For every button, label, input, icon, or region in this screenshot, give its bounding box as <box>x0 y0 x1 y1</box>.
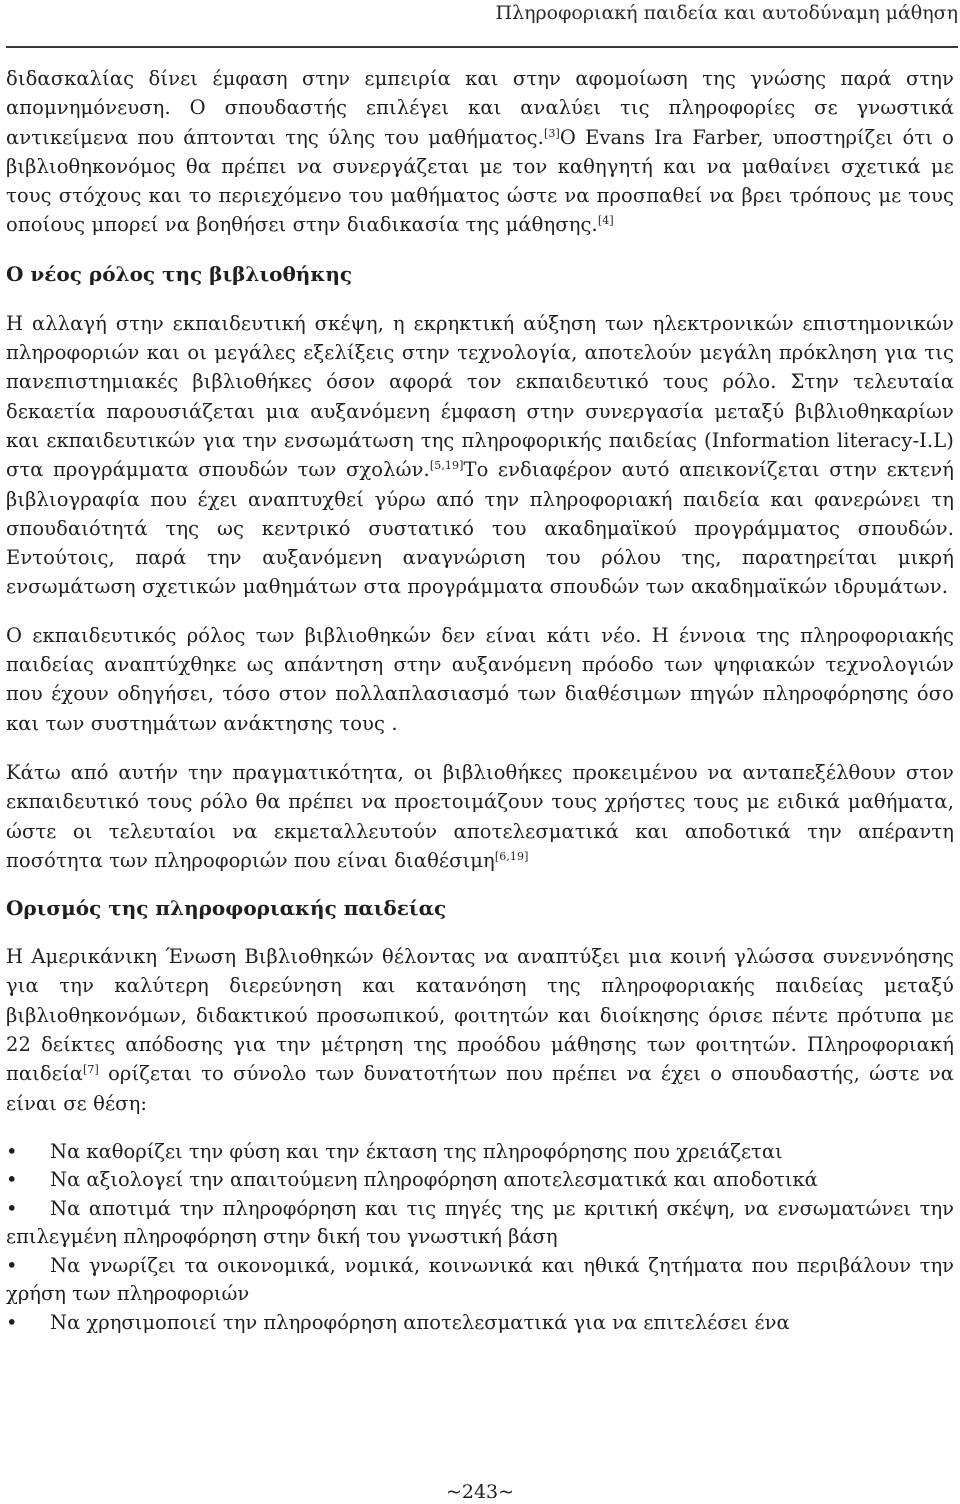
list-item <box>6 1195 954 1252</box>
header-rule <box>6 46 958 48</box>
list-item-text: Να καθορίζει την φύση και την έκταση της πληροφόρησης που χρειάζεται <box>50 1139 783 1163</box>
list-item-text: Να αποτιμά την πληροφόρηση και τις πηγές της με κριτική σκέψη, να ενσωματώνει την επιλεγμένη πληροφόρηση στην δική του γνωστική βάση <box>6 1196 954 1249</box>
paragraph-text: Το ενδιαφέρον αυτό απεικονίζεται στην εκτενή βιβλιογραφία που έχει αναπτυχθεί γύρω από την πληροφοριακή παιδεία και φανερώνει τη σπουδαιότητά της ως κεντρικό συστατικό του ακαδημαϊκού προγράμματος σπουδών. Εντούτοις, παρά την αυξανόμενη αναγνώριση του ρόλου της, παρατηρείται μικρή ενσωμάτωση σχετικών μαθημάτων στα προγράμματα σπουδών των ακαδημαϊκών ιδρυμάτων. <box>6 458 954 599</box>
paragraph-ala-standards <box>6 942 954 1118</box>
section-heading-definition: Ορισμός της πληροφοριακής παιδείας <box>6 896 447 921</box>
paragraph-educational-role: Ο εκπαιδευτικός ρόλος των βιβλιοθηκών δεν είναι κάτι νέο. Η έννοια της πληροφοριακής παιδείας αναπτύχθηκε ως απάντηση στην αυξανόμενη πρόοδο των ψηφιακών τεχνολογιών που έχουν οδηγήσει, τόσο στον πολλαπλασιασμό των διαθέσιμων πηγών πληροφόρησης όσο και των συστημάτων ανάκτησης τους . <box>6 623 954 735</box>
citation-ref: [7] <box>83 1063 99 1077</box>
citation-ref: [5,19] <box>429 459 464 473</box>
paragraph-text: Ο Evans Ira Farber, υποστηρίζει ότι ο βιβλιοθηκονόμος θα πρέπει να συνεργάζεται με τον καθηγητή και να μαθαίνει σχετικά με τους στόχους και το περιεχόμενο του μαθήματος ώστε να προσπαθεί να βρει τρόπους με τους οποίους μπορεί να βοηθήσει στην διαδικασία της μάθησης. <box>6 125 955 237</box>
bullet-icon: • <box>6 1196 18 1220</box>
paragraph-text: Κάτω από αυτήν την πραγματικότητα, οι βιβλιοθήκες προκειμένου να ανταπεξέλθουν στον εκπαιδευτικό τους ρόλο θα πρέπει να προετοιμάζουν τους χρήστες τους με ειδικά μαθήματα, ώστε οι τελευταίοι να εκμεταλλευτούν αποτελεσματικά και αποδοτικά την απέραντη ποσότητα των πληροφοριών που είναι διαθέσιμη <box>6 760 954 872</box>
page-body <box>6 64 954 1337</box>
section-heading-new-role: Ο νέος ρόλος της βιβλιοθήκης <box>6 261 353 286</box>
citation-ref: [6,19] <box>494 849 529 863</box>
competency-list <box>6 1138 954 1338</box>
citation-ref: [3] <box>543 126 560 140</box>
bullet-icon: • <box>6 1310 18 1334</box>
running-header: Πληροφοριακή παιδεία και αυτοδύναμη μάθηση <box>495 2 958 24</box>
list-item <box>6 1138 954 1167</box>
paragraph-teaching-method <box>6 64 954 240</box>
paragraph-user-preparation <box>6 758 954 875</box>
list-item <box>6 1309 954 1338</box>
list-item <box>6 1252 954 1309</box>
list-item-text: Να αξιολογεί την απαιτούμενη πληροφόρηση αποτελεσματικά και αποδοτικά <box>50 1168 818 1192</box>
list-item-text: Να χρησιμοποιεί την πληροφόρηση αποτελεσματικά για να επιτελέσει ένα <box>50 1310 790 1334</box>
bullet-icon: • <box>6 1139 18 1163</box>
paragraph-text: διδασκαλίας δίνει έμφαση στην εμπειρία και στην αφομοίωση της γνώσης παρά στην απομνημόνευση. Ο σπουδαστής επιλέγει και αναλύει τις πληροφορίες σε γνωστικά αντικείμενα που άπτονται της ύλης του μαθήματος. <box>6 67 954 149</box>
citation-ref: [4] <box>597 214 614 228</box>
bullet-icon: • <box>6 1168 18 1192</box>
paragraph-text: ορίζεται το σύνολο των δυνατοτήτων που πρέπει να έχει ο σπουδαστής, ώστε να είναι σε θέση: <box>6 1062 954 1115</box>
bullet-icon: • <box>6 1253 18 1277</box>
list-item-text: Να γνωρίζει τα οικονομικά, νομικά, κοινωνικά και ηθικά ζητήματα που περιβάλουν την χρήση των πληροφοριών <box>6 1253 954 1306</box>
list-item <box>6 1166 954 1195</box>
paragraph-text: Η Αμερικάνικη Ένωση Βιβλιοθηκών θέλοντας να αναπτύξει μια κοινή γλώσσα συνεννόησης για την καλύτερη διερεύνηση και κατανόηση της πληροφοριακής παιδείας μεταξύ βιβλιοθηκονόμων, διδακτικού προσωπικού, φοιτητών και διοίκησης όρισε πέντε πρότυπα με 22 δείκτες απόδοσης για την μέτρηση της προόδου μάθησης των φοιτητών. Πληροφοριακή παιδεία <box>6 945 954 1086</box>
paragraph-library-challenge <box>6 309 954 602</box>
page-number: ~243~ <box>445 1481 515 1503</box>
paragraph-text: Η αλλαγή στην εκπαιδευτική σκέψη, η εκρηκτική αύξηση των ηλεκτρονικών επιστημονικών πληροφοριών και οι μεγάλες εξελίξεις στην τεχνολογία, αποτελούν μεγάλη πρόκληση για τις πανεπιστημιακές βιβλιοθήκες όσον αφορά τον εκπαιδευτικό τους ρόλο. Στην τελευταία δεκαετία παρουσιάζεται μια αυξανόμενη έμφαση στην συνεργασία μεταξύ βιβλιοθηκαρίων και εκπαιδευτικών για την ενσωμάτωση της πληροφορικής παιδείας (Information literacy-I.L) στα προγράμματα σπουδών των σχολών. <box>6 311 954 482</box>
